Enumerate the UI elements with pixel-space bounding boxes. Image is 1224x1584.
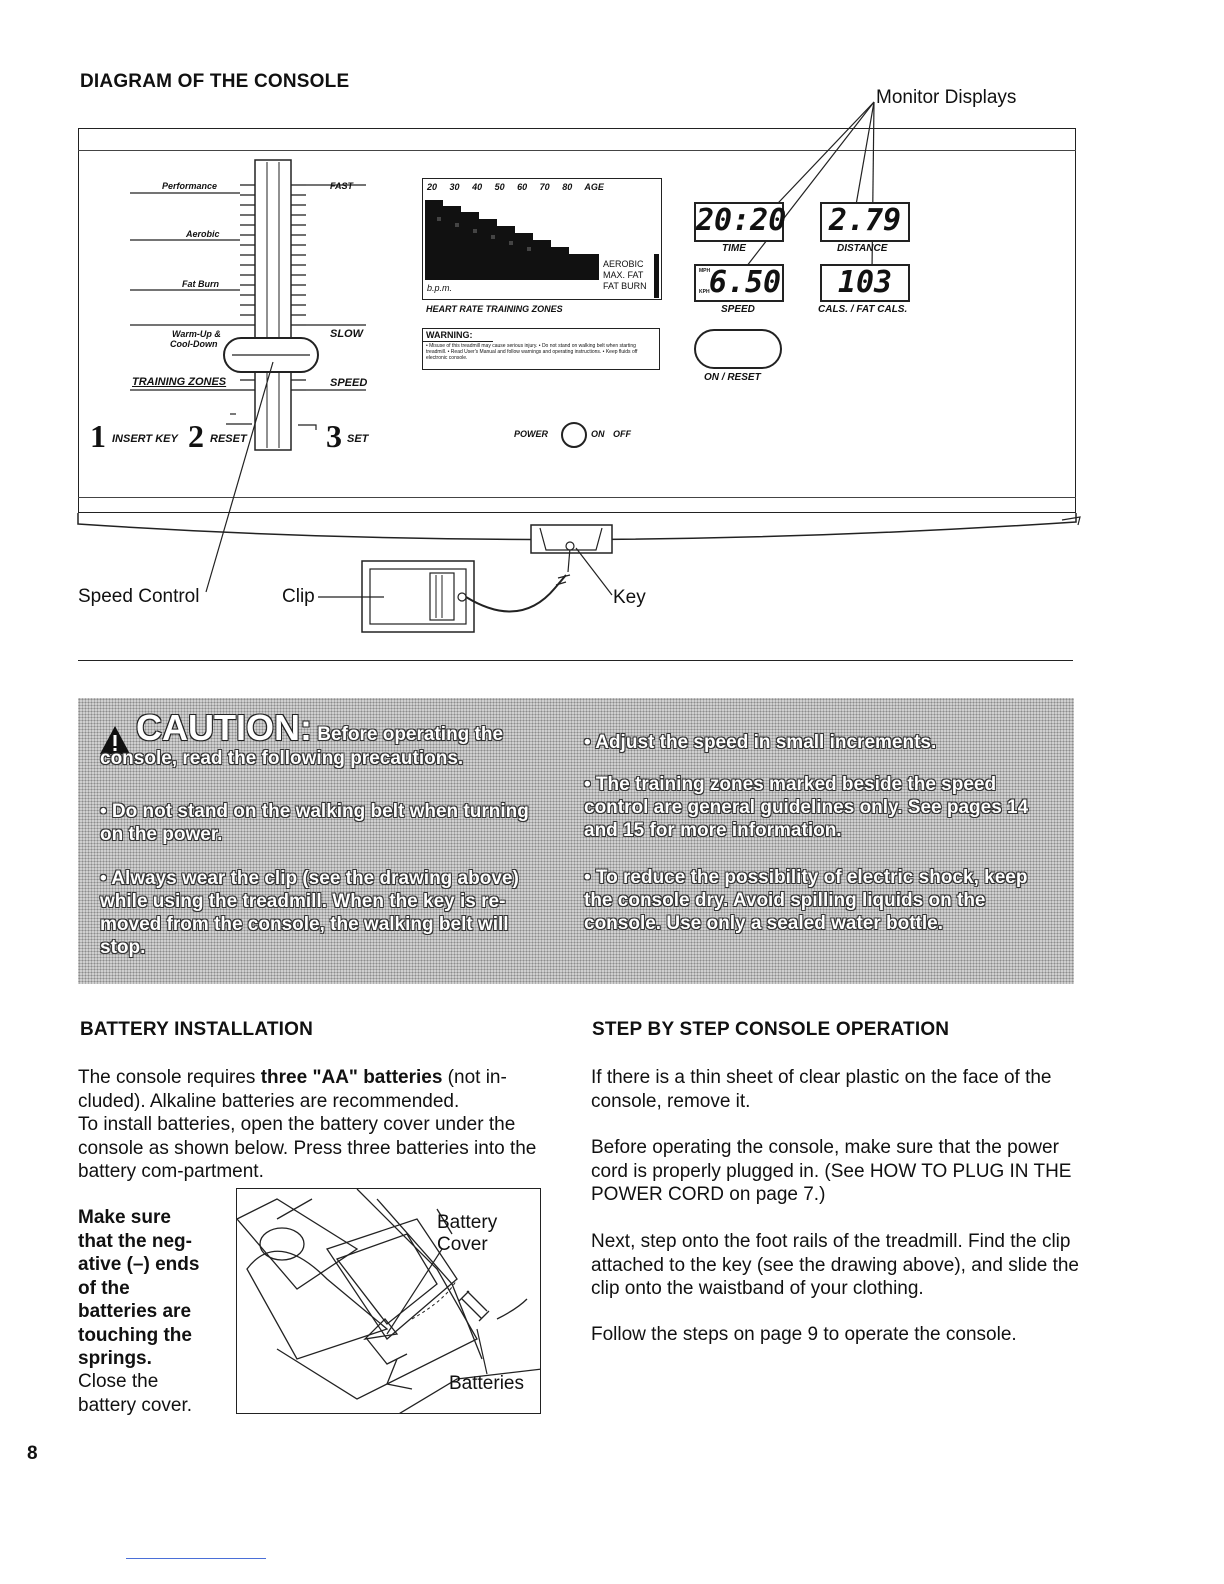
heart-rate-zones-chart: [422, 178, 662, 300]
distance-label: DISTANCE: [837, 243, 888, 254]
speed-label: SPEED: [721, 304, 755, 315]
power-on-label: ON: [591, 429, 605, 439]
zone-label-cool-down: Cool-Down: [170, 339, 218, 349]
monitor-displays-label: Monitor Displays: [876, 87, 1017, 108]
speed-display: 6.50: [694, 264, 784, 302]
section-divider: [78, 660, 1073, 661]
zone-label-warm-up: Warm-Up &: [172, 329, 221, 339]
battery-title: BATTERY INSTALLATION: [80, 1019, 314, 1040]
clip-label: Clip: [282, 586, 315, 607]
step-3-label: SET: [347, 433, 369, 445]
slider-speed-label: SPEED: [330, 377, 368, 389]
key-label: Key: [613, 587, 646, 608]
step-3-number: 3: [326, 418, 342, 454]
battery-figure: [236, 1188, 541, 1414]
zone-label-fat-burn: Fat Burn: [182, 279, 219, 289]
on-reset-label: ON / RESET: [704, 372, 761, 383]
warning-text: • Misuse of this treadmill may cause serious injury. • Do not stand on walking belt when starting treadmill. • Read User's Manual and follow warnings and operating instructions. • Keep fluids off electronic console.: [426, 343, 638, 361]
battery-cover-label: Battery Cover: [437, 1212, 498, 1255]
step-2-label: RESET: [210, 433, 247, 445]
zones-age-axis: 20 30 40 50 60 70 80 AGE: [427, 182, 604, 192]
caution-left-item-1: • Do not stand on the walking belt when turning on the power.: [100, 801, 529, 845]
operation-paragraph-1: If there is a thin sheet of clear plastic on the face of the console, remove it.: [591, 1067, 1052, 1112]
footer-rule: [126, 1558, 266, 1559]
calories-label: CALS. / FAT CALS.: [818, 304, 908, 315]
caution-right-item-2: • The training zones marked beside the speed control are general guidelines only. See pages 14 and 15 for more information.: [584, 774, 1029, 841]
operation-paragraph-4: Follow the steps on page 9 to operate the console.: [591, 1324, 1017, 1345]
time-display: 20:20: [694, 202, 784, 242]
battery-warning-text: Make sure that the neg-ative (–) ends of the batteries are touching the springs.: [78, 1207, 200, 1369]
zones-caption: HEART RATE TRAINING ZONES: [426, 304, 563, 314]
speed-units-kph: KPH: [699, 289, 710, 295]
caution-left-item-2: • Always wear the clip (see the drawing above) while using the treadmill. When the key is re-moved from the console, the walking belt will stop.: [100, 868, 519, 958]
time-label: TIME: [722, 243, 746, 254]
operation-paragraph-2: Before operating the console, make sure that the power cord is properly plugged in. (See HOW TO PLUG IN THE POWER CORD on page 7.): [591, 1137, 1072, 1205]
distance-display: 2.79: [820, 202, 910, 242]
page-number: 8: [27, 1443, 38, 1464]
caution-right-item-3: • To reduce the possibility of electric shock, keep the console dry. Avoid spilling liquids on the console. Use only a sealed water bottle.: [584, 867, 1028, 934]
power-off-label: OFF: [613, 429, 631, 439]
calories-display: 103: [820, 264, 910, 302]
caution-intro: Before operating the console, read the following precautions.: [100, 724, 504, 769]
power-label: POWER: [514, 429, 549, 439]
slider-fast-label: FAST: [330, 181, 354, 191]
battery-close-text: Close the battery cover.: [78, 1371, 193, 1416]
step-2-number: 2: [188, 418, 204, 454]
battery-paragraph-2: To install batteries, open the battery cover under the console as shown below. Press three batteries into the battery com-partment.: [78, 1114, 537, 1182]
on-reset-button[interactable]: [694, 329, 782, 369]
speed-units-mph: MPH: [699, 268, 711, 274]
step-1-label: INSERT KEY: [112, 433, 178, 445]
step-1-number: 1: [90, 418, 106, 454]
caution-title: CAUTION:: [136, 707, 312, 748]
operation-paragraph-3: Next, step onto the foot rails of the treadmill. Find the clip attached to the key (see the drawing above), and slide the clip onto the waistband of your clothing.: [591, 1231, 1079, 1299]
battery-paragraph-1: The console requires three "AA" batteries (not in-cluded). Alkaline batteries are recommended.: [78, 1067, 507, 1112]
speed-control-label: Speed Control: [78, 586, 200, 607]
zone-label-performance: Performance: [162, 181, 218, 191]
diagram-title: DIAGRAM OF THE CONSOLE: [80, 71, 350, 92]
zones-bpm-label: b.p.m.: [427, 283, 453, 293]
power-switch[interactable]: [561, 422, 587, 448]
zone-label-aerobic: Aerobic: [186, 229, 220, 239]
caution-heading: [100, 707, 546, 771]
caution-right-item-1: • Adjust the speed in small increments.: [584, 732, 937, 753]
warning-label: [422, 328, 660, 370]
zones-legend: AEROBIC MAX. FAT FAT BURN: [603, 259, 647, 291]
slider-slow-label: SLOW: [330, 328, 363, 340]
warning-heading: WARNING:: [423, 329, 493, 342]
batteries-label: Batteries: [449, 1373, 524, 1394]
operation-title: STEP BY STEP CONSOLE OPERATION: [592, 1019, 950, 1040]
training-zones-label: TRAINING ZONES: [132, 376, 227, 388]
